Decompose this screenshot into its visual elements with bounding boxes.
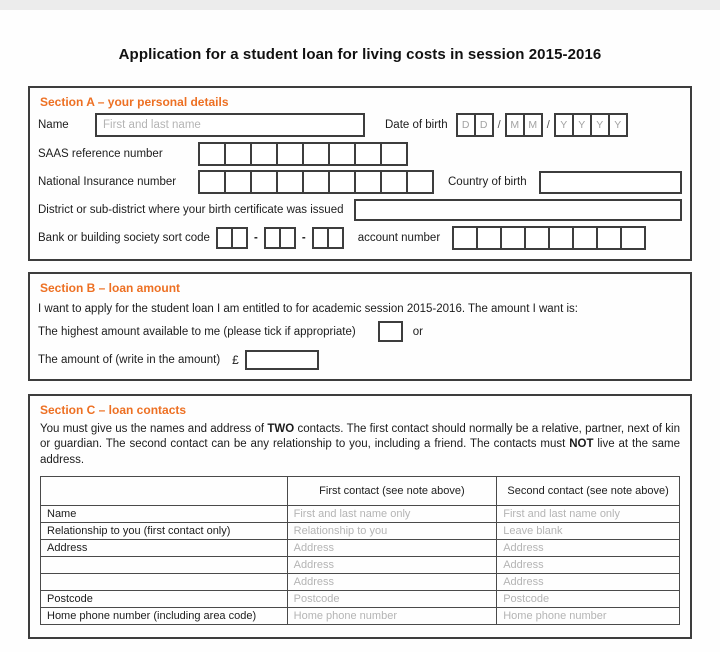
name-label: Name	[38, 119, 69, 131]
intro-bold-not: NOT	[569, 438, 594, 451]
box-cell[interactable]	[327, 227, 344, 249]
dob-separator-1: /	[497, 119, 501, 131]
row-label: Relationship to you (first contact only)	[41, 522, 288, 539]
intro-part-1: You must give us the names and address of	[40, 423, 268, 435]
field-placeholder[interactable]: Postcode	[497, 590, 680, 607]
field-placeholder[interactable]: Address	[497, 539, 680, 556]
field-placeholder[interactable]: Address	[287, 573, 497, 590]
box-cell[interactable]	[198, 170, 226, 194]
box-cell[interactable]	[354, 142, 382, 166]
name-input[interactable]	[95, 113, 365, 137]
box-cell[interactable]	[231, 227, 248, 249]
box-cell[interactable]	[279, 227, 296, 249]
table-row	[41, 556, 680, 573]
box-cell[interactable]	[380, 170, 408, 194]
table-row	[41, 539, 680, 556]
field-placeholder[interactable]: Home phone number	[497, 607, 680, 624]
field-placeholder[interactable]: Address	[287, 556, 497, 573]
table-row	[41, 573, 680, 590]
dob-fields	[456, 113, 628, 137]
box-cell[interactable]	[276, 170, 304, 194]
dob-month-cells[interactable]	[505, 113, 543, 137]
field-placeholder[interactable]: Address	[497, 556, 680, 573]
pound-symbol: £	[232, 353, 239, 367]
box-cell[interactable]: M	[505, 113, 525, 137]
ni-row	[38, 170, 682, 194]
box-cell[interactable]	[500, 226, 526, 250]
section-a-title: Section A – your personal details	[40, 95, 229, 109]
box-cell[interactable]	[276, 142, 304, 166]
amount-row	[38, 350, 682, 370]
contacts-table	[40, 476, 680, 625]
highest-amount-label: The highest amount available to me (please tick if appropriate)	[38, 325, 356, 338]
bank-row	[38, 226, 682, 250]
box-cell[interactable]	[224, 170, 252, 194]
sort-code-dash-2: -	[301, 232, 306, 244]
box-cell[interactable]	[250, 170, 278, 194]
section-a-personal-details	[28, 86, 692, 261]
dob-year-cells[interactable]	[554, 113, 628, 137]
box-cell[interactable]	[354, 170, 382, 194]
table-row	[41, 522, 680, 539]
scan-artifact-top	[0, 0, 720, 10]
amount-input[interactable]	[245, 350, 319, 370]
name-placeholder: First and last name	[103, 119, 201, 131]
row-label: Address	[41, 539, 288, 556]
section-b-title: Section B – loan amount	[40, 281, 181, 295]
box-cell[interactable]	[328, 170, 356, 194]
table-row	[41, 505, 680, 522]
field-placeholder[interactable]: Address	[497, 573, 680, 590]
name-dob-row	[38, 113, 682, 137]
page-title: Application for a student loan for living costs in session 2015-2016	[118, 46, 602, 63]
district-row	[38, 199, 682, 221]
header-second-contact: Second contact (see note above)	[497, 476, 680, 505]
field-placeholder[interactable]: Relationship to you	[287, 522, 497, 539]
box-cell[interactable]	[198, 142, 226, 166]
field-placeholder[interactable]: Home phone number	[287, 607, 497, 624]
row-label: Home phone number (including area code)	[41, 607, 288, 624]
field-placeholder[interactable]: Leave blank	[497, 522, 680, 539]
table-row	[41, 607, 680, 624]
row-label: Postcode	[41, 590, 288, 607]
loan-intro-row	[38, 303, 682, 315]
box-cell[interactable]: Y	[572, 113, 592, 137]
row-label	[41, 573, 288, 590]
country-of-birth-input[interactable]	[539, 171, 682, 194]
highest-amount-row	[38, 321, 682, 342]
row-label	[41, 556, 288, 573]
saas-label: SAAS reference number	[38, 148, 163, 160]
loan-intro-text: I want to apply for the student loan I am entitled to for academic session 2015-2016. The amount I want is:	[38, 303, 578, 315]
section-c-title: Section C – loan contacts	[40, 403, 187, 417]
account-number-label: account number	[357, 232, 441, 244]
table-row	[41, 590, 680, 607]
contacts-intro-paragraph	[40, 422, 680, 468]
box-cell[interactable]	[224, 142, 252, 166]
intro-part-3: live at the same address.	[40, 438, 680, 466]
dob-label: Date of birth	[385, 119, 448, 131]
field-placeholder[interactable]: First and last name only	[497, 505, 680, 522]
box-cell[interactable]	[250, 142, 278, 166]
sort-code-cells-1[interactable]	[216, 227, 248, 249]
sort-code-label: Bank or building society sort code	[38, 232, 210, 244]
field-placeholder[interactable]: First and last name only	[287, 505, 497, 522]
highest-amount-tickbox[interactable]	[378, 321, 403, 342]
ni-label: National Insurance number	[38, 176, 177, 188]
box-cell[interactable]	[620, 226, 646, 250]
ni-number-cells[interactable]	[198, 170, 434, 194]
dob-day-cells[interactable]	[456, 113, 494, 137]
contacts-table-body	[41, 505, 680, 624]
section-b-loan-amount	[28, 272, 692, 381]
box-cell[interactable]	[406, 170, 434, 194]
box-cell[interactable]: Y	[554, 113, 574, 137]
sort-code-cells-3[interactable]	[312, 227, 344, 249]
field-placeholder[interactable]: Postcode	[287, 590, 497, 607]
district-label: District or sub-district where your birth certificate was issued	[38, 204, 344, 216]
box-cell[interactable]: D	[456, 113, 476, 137]
box-cell[interactable]	[328, 142, 356, 166]
header-empty	[41, 476, 288, 505]
or-label: or	[412, 325, 423, 338]
amount-label: The amount of (write in the amount)	[38, 354, 221, 366]
sort-code-cells-2[interactable]	[264, 227, 296, 249]
box-cell[interactable]: M	[523, 113, 543, 137]
dob-separator-2: /	[546, 119, 550, 131]
district-input[interactable]	[354, 199, 683, 221]
country-of-birth-label: Country of birth	[448, 176, 527, 188]
box-cell[interactable]	[476, 226, 502, 250]
box-cell[interactable]	[302, 170, 330, 194]
box-cell[interactable]	[596, 226, 622, 250]
box-cell[interactable]: Y	[590, 113, 610, 137]
intro-bold-two: TWO	[267, 423, 295, 435]
row-label: Name	[41, 505, 288, 522]
box-cell[interactable]	[380, 142, 408, 166]
box-cell[interactable]	[524, 226, 550, 250]
intro-part-2: contacts. The first contact should normally be a relative, partner, next of kin or guardian. The second contact can be any relationship to you, including a friend. The contacts must	[40, 423, 680, 451]
box-cell[interactable]	[302, 142, 330, 166]
box-cell[interactable]	[452, 226, 478, 250]
contacts-table-header-row	[41, 476, 680, 505]
section-c-loan-contacts	[28, 394, 692, 639]
saas-row	[38, 142, 682, 166]
field-placeholder[interactable]: Address	[287, 539, 497, 556]
box-cell[interactable]	[548, 226, 574, 250]
box-cell[interactable]: D	[474, 113, 494, 137]
saas-reference-cells[interactable]	[198, 142, 408, 166]
header-first-contact: First contact (see note above)	[287, 476, 497, 505]
account-number-cells[interactable]	[452, 226, 646, 250]
box-cell[interactable]: Y	[608, 113, 628, 137]
box-cell[interactable]	[572, 226, 598, 250]
sort-code-dash-1: -	[254, 232, 258, 244]
